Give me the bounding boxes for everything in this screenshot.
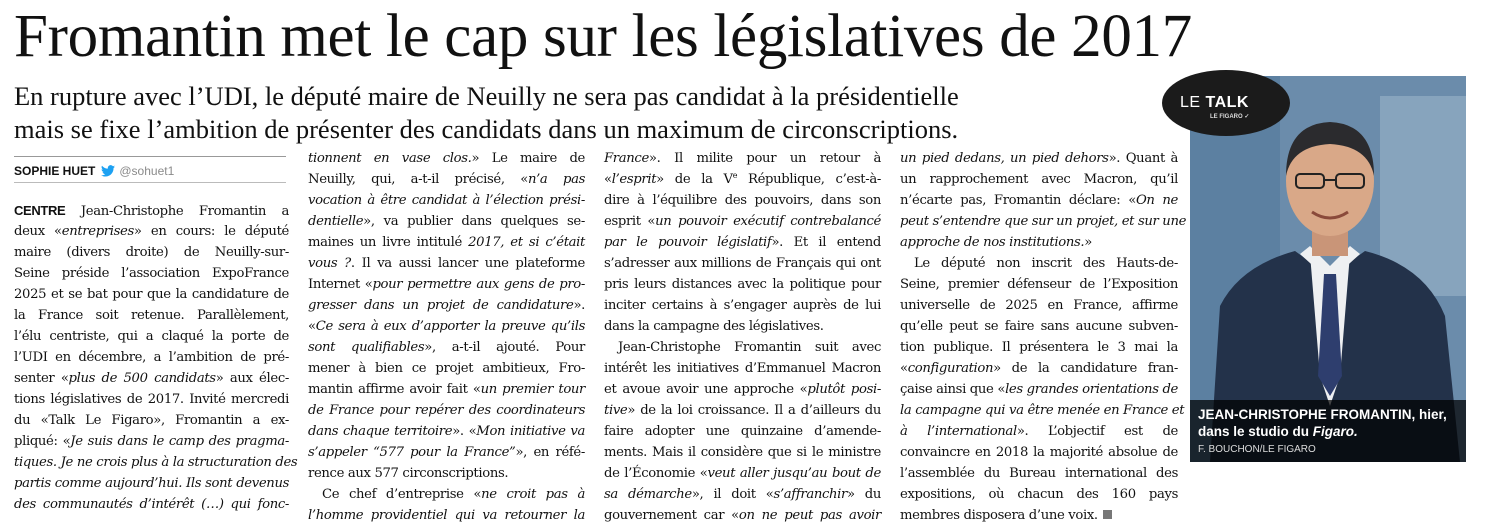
text-line: 2025 et se bat pour que la candidature de bbox=[14, 287, 289, 302]
text-line: n’écarte pas, Fromantin déclare: «On ne bbox=[900, 193, 1178, 208]
text-line: gresser dans un projet de candidature». bbox=[308, 298, 585, 313]
text-line: l’élu centriste, qui a claqué la porte de bbox=[14, 329, 289, 344]
text-line: et avoue avoir une approche «plutôt posi- bbox=[604, 382, 881, 397]
text-line: Seine, premier défenseur de l’Exposition bbox=[900, 277, 1178, 292]
text-line: «Ce sera à eux d’apporter la preuve qu’ils bbox=[308, 319, 585, 334]
le-talk-logo: LE TALK bbox=[1180, 94, 1249, 111]
text-line: l’assemblée du Bureau international des bbox=[900, 466, 1178, 481]
twitter-bird-icon bbox=[101, 165, 115, 177]
text-line: à l’international». L’objectif est de bbox=[900, 424, 1178, 439]
text-line: tive» de la loi croissance. Il a d’ailleurs du bbox=[604, 403, 881, 418]
text-line: tiques. Je ne crois plus à la structuration des bbox=[14, 455, 298, 470]
text-line: universelle de 2025 en France, affirme bbox=[900, 298, 1178, 313]
text-line: Jean-Christophe Fromantin suit avec bbox=[618, 340, 881, 355]
dateline: CENTRE bbox=[14, 203, 66, 218]
text-line: intérêt les initiatives d’Emmanuel Macron bbox=[604, 361, 881, 376]
text-line: la campagne qui va être menée en France et bbox=[900, 403, 1185, 418]
article-column-4 bbox=[900, 148, 1187, 526]
text-line: l’UDI en décembre, a l’ambition de pré- bbox=[14, 350, 289, 365]
text-line: maire (divers droite) de Neuilly-sur- bbox=[14, 245, 289, 260]
text-line: maines un livre intitulé 2017, et si c’était bbox=[308, 235, 585, 250]
text-line: tionnent en vase clos.» Le maire de bbox=[308, 151, 585, 166]
headline: Fromantin met le cap sur les législatives de 2017 bbox=[14, 3, 1192, 70]
le-talk-badge bbox=[1162, 70, 1290, 136]
text-line: dans chaque territoire». «Mon initiative va bbox=[308, 424, 586, 439]
twitter-handle[interactable]: @sohuet1 bbox=[119, 164, 175, 178]
text-line: dans la campagne des législatives. bbox=[604, 319, 824, 334]
text-line: peut s’entendre que sur un projet, et sur une bbox=[900, 214, 1187, 229]
text-line: tions législatives de 2017. Invité mercredi bbox=[14, 392, 289, 407]
text-line: qu’elle peut se faire sans aucune subven- bbox=[900, 319, 1178, 334]
caption-text: JEAN-CHRISTOPHE FROMANTIN, hier, dans le studio du Figaro. bbox=[1198, 407, 1447, 439]
photo-credit: F. BOUCHON/LE FIGARO bbox=[1198, 444, 1316, 455]
text-line: approche de nos institutions.» bbox=[900, 235, 1092, 250]
byline-rule-bottom bbox=[14, 182, 286, 183]
text-line: «l’esprit» de la Ve République, c’est-à- bbox=[604, 171, 881, 187]
text-line: la France soit retenue. Parallèlement, bbox=[14, 308, 289, 323]
photo-caption bbox=[1190, 400, 1466, 462]
text-line: des communautés d’intérêt (…) qui fonc- bbox=[14, 497, 289, 512]
le-figaro-mini-logo: LE FIGARO ✓ bbox=[1210, 114, 1250, 120]
byline bbox=[14, 162, 174, 180]
text-line: vous ?. Il va aussi lancer une plateforme bbox=[308, 256, 585, 271]
text-line: un rapprochement avec Macron, qu’il bbox=[900, 172, 1178, 187]
text-line: CENTRE Jean-Christophe Fromantin a bbox=[14, 203, 289, 219]
text-line: mener à bien ce projet ambitieux, Fro- bbox=[308, 361, 585, 376]
text-line: gouvernement car «on ne peut pas avoir bbox=[604, 508, 881, 523]
text-line: sont qualifiables», a-t-il ajouté. Pour bbox=[308, 340, 585, 355]
text-line: Internet «pour permettre aux gens de pro- bbox=[308, 277, 585, 292]
article-column-3 bbox=[604, 148, 881, 526]
text-line: France». Il milite pour un retour à bbox=[604, 151, 881, 166]
text-line: vocation à être candidat à l’élection prési- bbox=[308, 193, 585, 208]
text-line: deux «entreprises» en cours: le député bbox=[14, 224, 289, 239]
text-line: du «Talk Le Figaro», Fromantin a ex- bbox=[14, 413, 289, 428]
text-line: «configuration» de la candidature fran- bbox=[900, 361, 1178, 376]
text-line: Neuilly, qui, a-t-il précisé, «n’a pas bbox=[308, 172, 585, 187]
text-line: senter «plus de 500 candidats» aux élec- bbox=[14, 371, 289, 386]
text-line: tion publique. Il présentera le 3 mai la bbox=[900, 340, 1178, 355]
text-line: çaise ainsi que «les grandes orientations de bbox=[900, 382, 1179, 397]
text-line: Ce chef d’entreprise «ne croit pas à bbox=[322, 487, 585, 502]
subhead-line-1: En rupture avec l’UDI, le député maire de Neuilly ne sera pas candidat à la présidentielle bbox=[14, 81, 959, 111]
text-line: partis comme aujourd’hui. Ils sont devenus bbox=[14, 476, 289, 491]
text-line: par le pouvoir législatif». Et il entend bbox=[604, 235, 881, 250]
text-line: membres disposera d’une voix. bbox=[900, 505, 1178, 526]
text-line: pris leurs distances avec la politique pour bbox=[604, 277, 881, 292]
end-of-article-square-icon bbox=[1103, 510, 1112, 519]
text-line: s’adresser aux millions de Français qui ont bbox=[604, 256, 881, 271]
text-line: dentielle», va publier dans quelques se- bbox=[308, 214, 585, 229]
text-line: l’homme providentiel qui va retourner la bbox=[308, 508, 585, 523]
author-name: SOPHIE HUET bbox=[14, 164, 96, 178]
text-line: ments. Mais il considère que si le ministre bbox=[604, 445, 881, 460]
text-line: expositions, où chacun des 160 pays bbox=[900, 487, 1178, 502]
text-line: un pied dedans, un pied dehors». Quant à bbox=[900, 151, 1178, 166]
text-line: mantin affirme avoir fait «un premier tour bbox=[308, 382, 586, 397]
article-column-1 bbox=[14, 200, 298, 515]
text-line: convaincre en 2018 la majorité absolue de bbox=[900, 445, 1178, 460]
text-line: pliqué: «Je suis dans le camp des pragma- bbox=[14, 434, 289, 449]
text-line: s’appeler “577 pour la France”», en réfé- bbox=[308, 445, 585, 460]
text-line: faire adopter une quinzaine d’amende- bbox=[604, 424, 881, 439]
text-line: dire à l’équilibre des pouvoirs, dans son bbox=[604, 193, 881, 208]
text-line: de France pour repérer des coordinateurs bbox=[308, 403, 585, 418]
text-line: esprit «un pouvoir exécutif contrebalancé bbox=[604, 214, 882, 229]
article-column-2 bbox=[308, 148, 585, 526]
text-line: Seine préside l’association ExpoFrance bbox=[14, 266, 289, 281]
text-line: rence aux 577 circonscriptions. bbox=[308, 466, 509, 481]
text-line: de l’Économie «veut aller jusqu’au bout de bbox=[604, 466, 881, 481]
byline-rule-top bbox=[14, 156, 286, 157]
text-line: inciter certains à s’engager auprès de lui bbox=[604, 298, 881, 313]
text-line: Le député non inscrit des Hauts-de- bbox=[914, 256, 1178, 271]
subhead-line-2: mais se fixe l’ambition de présenter des candidats dans un maximum de circonscriptions. bbox=[14, 114, 959, 144]
text-line: sa démarche», il doit «s’affranchir» du bbox=[604, 487, 882, 502]
subhead bbox=[14, 80, 1014, 146]
